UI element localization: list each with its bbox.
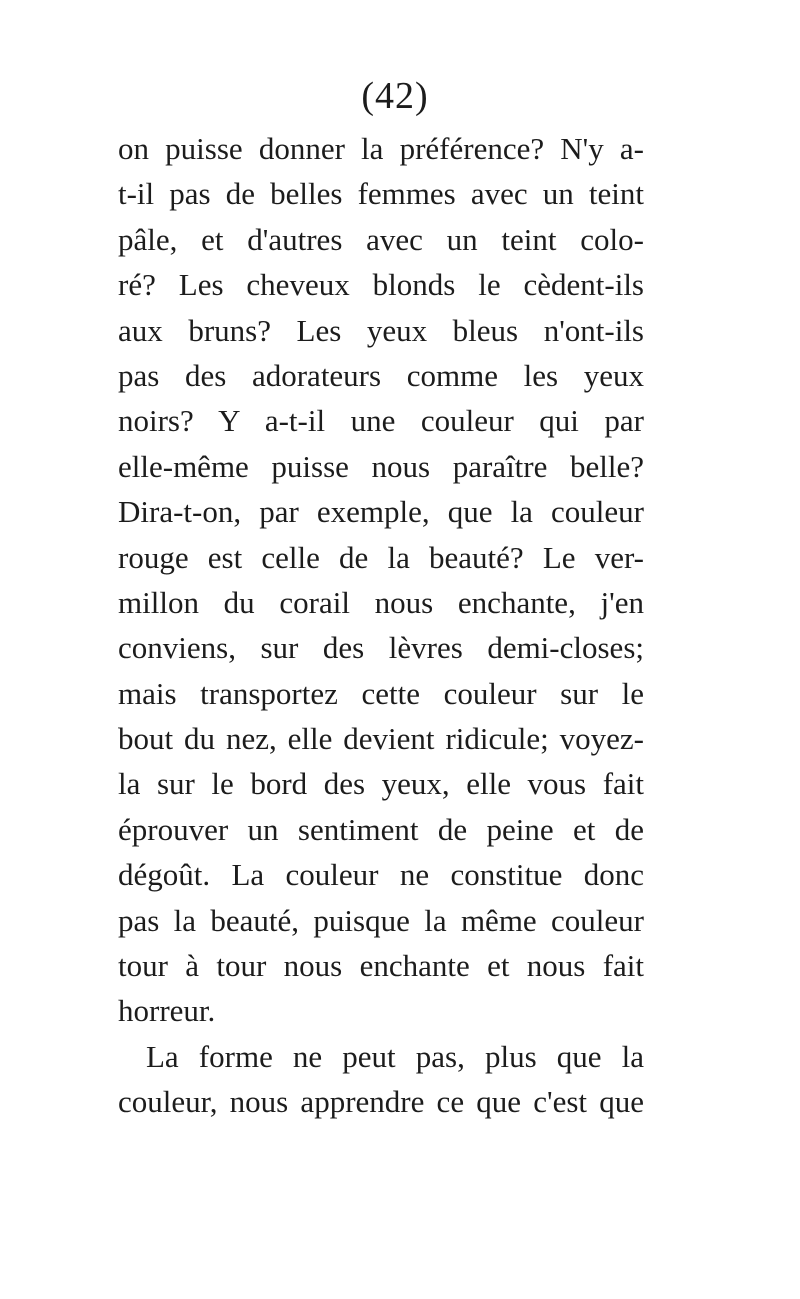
text-line-20: horreur. <box>118 993 216 1029</box>
text-line-1: on puisse donner la préférence? N'y a- <box>118 131 644 166</box>
text-line-6: pas des adorateurs comme les yeux <box>118 357 644 393</box>
page-number: (42) <box>361 75 429 117</box>
text-line-11: millon du corail nous enchante, j'en <box>118 584 644 620</box>
text-line-18: pas la beauté, puisque la même couleur <box>118 902 644 938</box>
text-line-21: La forme ne peut pas, plus que la <box>146 1038 644 1074</box>
text-line-2: t-il pas de belles femmes avec un teint <box>118 176 644 212</box>
text-line-8: elle-même puisse nous paraître belle? <box>118 448 644 484</box>
text-line-10: rouge est celle de la beauté? Le ver- <box>118 539 644 575</box>
text-line-4: ré? Les cheveux blonds le cèdent-ils <box>118 267 644 303</box>
text-line-3: pâle, et d'autres avec un teint colo- <box>118 221 644 257</box>
text-line-14: bout du nez, elle devient ridicule; voyez- <box>118 721 644 757</box>
text-line-12: conviens, sur des lèvres demi-closes; <box>118 630 644 666</box>
text-line-7: noirs? Y a-t-il une couleur qui par <box>118 403 644 439</box>
text-line-5: aux bruns? Les yeux bleus n'ont-ils <box>118 312 644 348</box>
text-line-16: éprouver un sentiment de peine et de <box>118 811 644 847</box>
text-line-22: couleur, nous apprendre ce que c'est que <box>118 1084 644 1120</box>
text-line-19: tour à tour nous enchante et nous fait <box>118 948 644 984</box>
body-text <box>118 126 644 1125</box>
text-line-17: dégoût. La couleur ne constitue donc <box>118 857 644 893</box>
text-line-13: mais transportez cette couleur sur le <box>118 675 644 711</box>
text-line-9: Dira-t-on, par exemple, que la couleur <box>118 494 644 530</box>
text-line-15: la sur le bord des yeux, elle vous fait <box>118 766 644 802</box>
